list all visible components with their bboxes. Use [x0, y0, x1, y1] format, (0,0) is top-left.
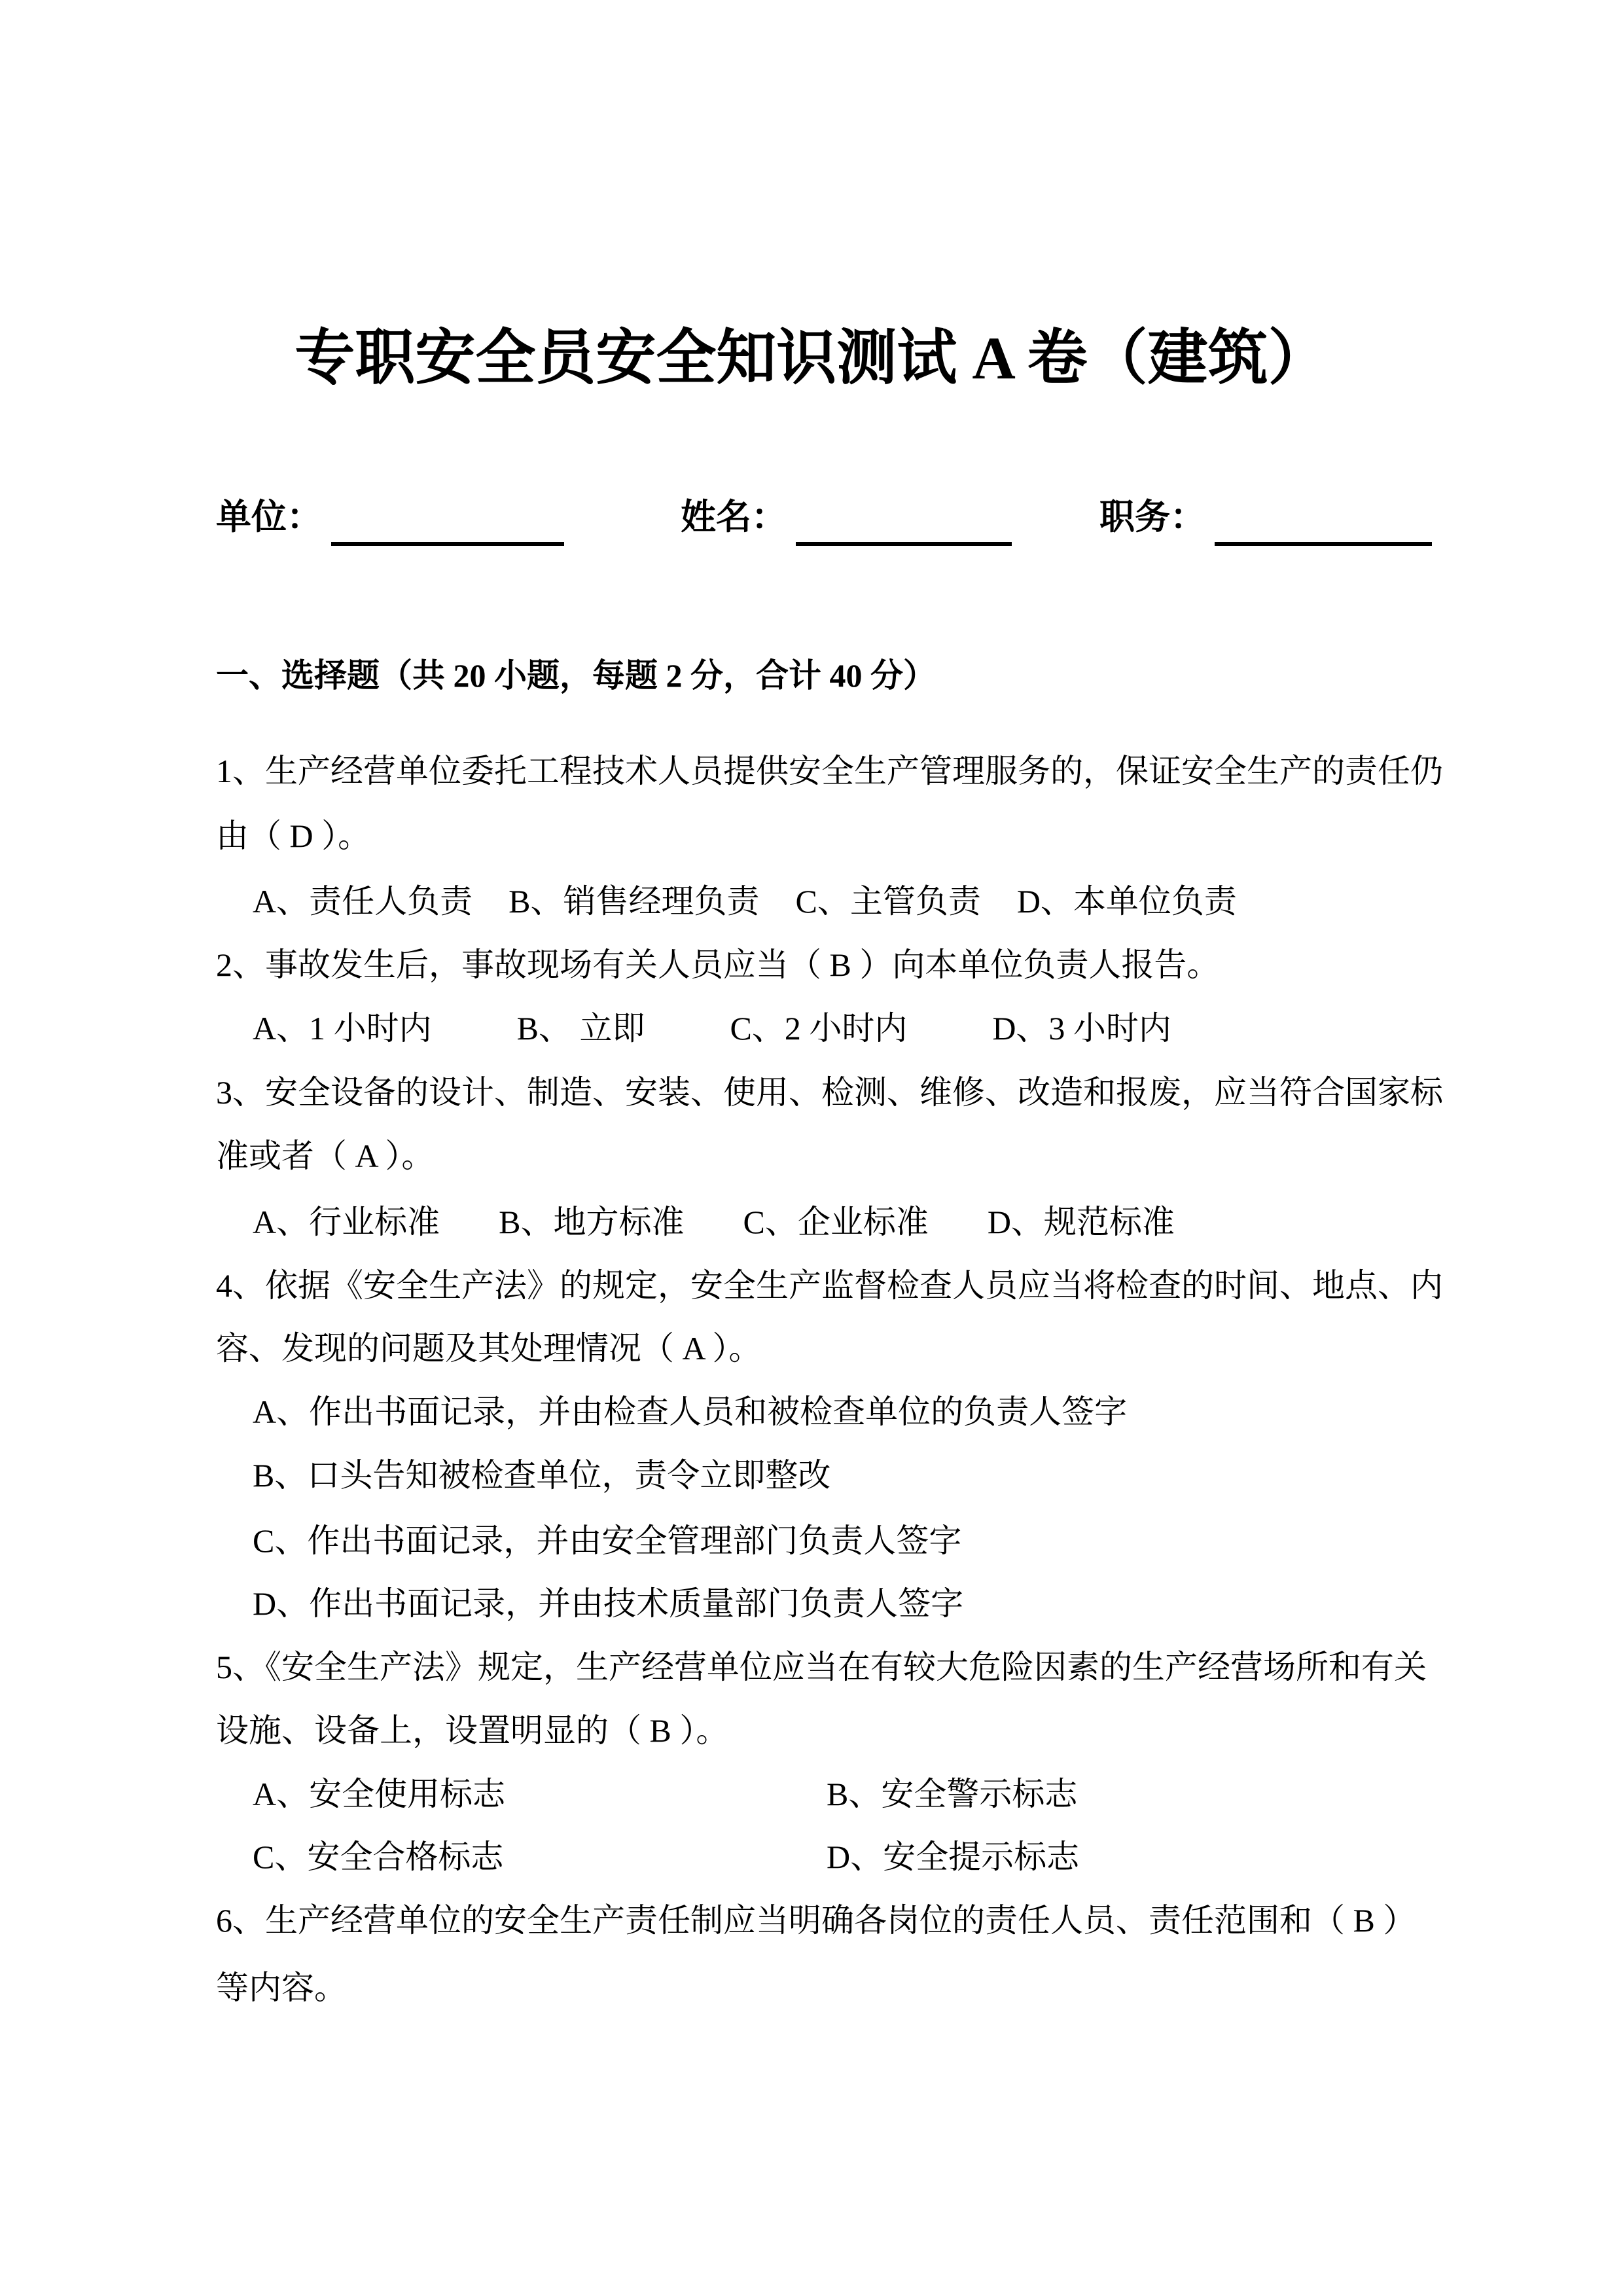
question-3-options: [253, 1202, 1175, 1242]
question-6-line-2: 等内容。: [216, 1969, 347, 2006]
field-unit-label: 单位：: [216, 497, 322, 537]
question-5-line-2: 设施、设备上，设置明显的（ B ）。: [216, 1712, 729, 1749]
field-duty-label: 职务：: [1099, 497, 1205, 537]
question-2-line-1: 2、事故发生后，事故现场有关人员应当（ B ）向本单位负责人报告。: [216, 946, 1220, 983]
question-1-option-d: D、本单位负责: [1016, 883, 1237, 920]
question-4-option-a: A、作出书面记录，并由检查人员和被检查单位的负责人签字: [253, 1393, 1128, 1430]
question-3-option-a: A、行业标准: [253, 1204, 440, 1240]
question-3-line-1: 3、安全设备的设计、制造、安装、使用、检测、维修、改造和报废，应当符合国家标: [216, 1074, 1443, 1111]
field-unit: [216, 496, 564, 546]
field-name-blank-line: [796, 542, 1012, 546]
question-5-option-c: C、安全合格标志: [253, 1839, 504, 1875]
question-1-line-1: 1、生产经营单位委托工程技术人员提供安全生产管理服务的，保证安全生产的责任仍: [216, 753, 1443, 789]
question-5-option-a: A、安全使用标志: [253, 1776, 506, 1812]
question-4-line-2: 容、发现的问题及其处理情况（ A ）。: [216, 1330, 762, 1367]
question-1-option-c: C、主管负责: [795, 883, 981, 920]
question-2-option-b: B、 立即: [516, 1010, 645, 1047]
question-2-option-d: D、3 小时内: [992, 1010, 1171, 1047]
question-2-options: [253, 1009, 1171, 1048]
question-4-option-c: C、作出书面记录，并由安全管理部门负责人签字: [253, 1522, 962, 1559]
question-6-line-1: 6、生产经营单位的安全生产责任制应当明确各岗位的责任人员、责任范围和（ B ）: [216, 1902, 1416, 1939]
question-2-option-a: A、1 小时内: [253, 1010, 432, 1047]
field-name: [681, 496, 1012, 546]
question-3-option-b: B、地方标准: [499, 1204, 685, 1240]
question-1-option-b: B、销售经理负责: [508, 883, 760, 920]
question-2-option-c: C、2 小时内: [730, 1010, 908, 1047]
question-3-option-c: C、企业标准: [743, 1204, 929, 1240]
question-4-option-d: D、作出书面记录，并由技术质量部门负责人签字: [253, 1585, 964, 1622]
question-1-options: [253, 882, 1237, 921]
section-heading: 一、选择题（共 20 小题，每题 2 分，合计 40 分）: [216, 657, 936, 694]
field-duty: [1099, 496, 1432, 546]
question-5-line-1: 5、《安全生产法》规定，生产经营单位应当在有较大危险因素的生产经营场所和有关: [216, 1649, 1427, 1685]
question-1-line-2: 由（ D ）。: [216, 817, 371, 854]
question-3-line-2: 准或者（ A ）。: [216, 1138, 435, 1174]
question-3-option-d: D、规范标准: [987, 1204, 1175, 1240]
question-5-option-b: B、安全警示标志: [827, 1776, 1078, 1812]
field-unit-blank-line: [331, 542, 564, 546]
question-5-option-d: D、安全提示标志: [827, 1839, 1080, 1875]
field-name-label: 姓名：: [681, 497, 787, 537]
question-4-line-1: 4、依据《安全生产法》的规定，安全生产监督检查人员应当将检查的时间、地点、内: [216, 1267, 1443, 1304]
field-duty-blank-line: [1215, 542, 1432, 546]
page-title: 专职安全员安全知识测试 A 卷（建筑）: [294, 325, 1329, 391]
question-1-option-a: A、责任人负责: [253, 883, 473, 920]
question-4-option-b: B、口头告知被检查单位，责令立即整改: [253, 1457, 831, 1494]
